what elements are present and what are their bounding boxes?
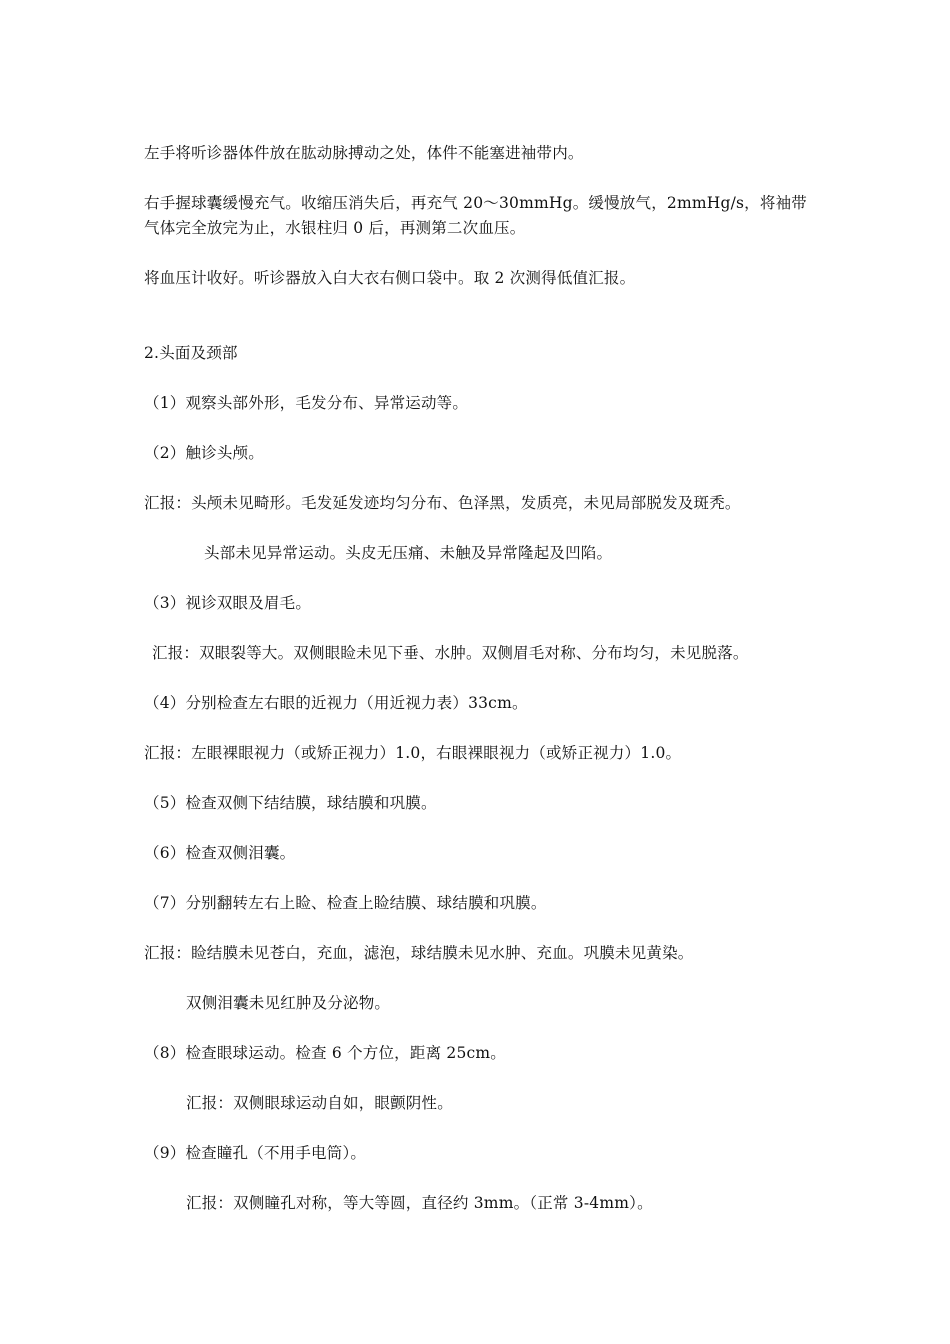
text-line: 右手握球囊缓慢充气。收缩压消失后，再充气 20～30mmHg。缓慢放气，2mmHg/s，将袖带 [144, 194, 807, 212]
text-line: （8）检查眼球运动。检查 6 个方位，距离 25cm。 [144, 1044, 507, 1062]
text-line: 气体完全放完为止，水银柱归 0 后，再测第二次血压。 [144, 219, 526, 237]
text-line: （5）检查双侧下结结膜，球结膜和巩膜。 [144, 794, 437, 812]
text-line: （4）分别检查左右眼的近视力（用近视力表）33cm。 [144, 694, 528, 712]
text-line: 汇报：双侧眼球运动自如，眼颤阴性。 [186, 1094, 453, 1112]
text-line: 汇报：头颅未见畸形。毛发延发迹均匀分布、色泽黑，发质亮，未见局部脱发及斑秃。 [144, 494, 741, 512]
text-line: 左手将听诊器体件放在肱动脉搏动之处，体件不能塞进袖带内。 [144, 144, 584, 162]
text-line: （6）检查双侧泪囊。 [144, 844, 296, 862]
text-line: （2）触诊头颅。 [144, 444, 264, 462]
text-line: 汇报：双眼裂等大。双侧眼睑未见下垂、水肿。双侧眉毛对称、分布均匀，未见脱落。 [152, 644, 749, 662]
text-line: （7）分别翻转左右上睑、检查上睑结膜、球结膜和巩膜。 [144, 894, 547, 912]
text-line: 头部未见异常运动。头皮无压痛、未触及异常隆起及凹陷。 [204, 544, 613, 562]
section-heading: 2.头面及颈部 [144, 344, 238, 362]
text-line: （3）视诊双眼及眉毛。 [144, 594, 312, 612]
text-line: 汇报：双侧瞳孔对称，等大等圆，直径约 3mm。（正常 3-4mm）。 [186, 1194, 653, 1212]
text-line: 双侧泪囊未见红肿及分泌物。 [186, 994, 391, 1012]
text-line: 汇报：睑结膜未见苍白，充血，滤泡，球结膜未见水肿、充血。巩膜未见黄染。 [144, 944, 694, 962]
text-line: 将血压计收好。听诊器放入白大衣右侧口袋中。取 2 次测得低值汇报。 [144, 269, 636, 287]
text-line: 汇报：左眼裸眼视力（或矫正视力）1.0，右眼裸眼视力（或矫正视力）1.0。 [144, 744, 682, 762]
text-line: （9）检查瞳孔（不用手电筒）。 [144, 1144, 367, 1162]
text-line: （1）观察头部外形，毛发分布、异常运动等。 [144, 394, 469, 412]
